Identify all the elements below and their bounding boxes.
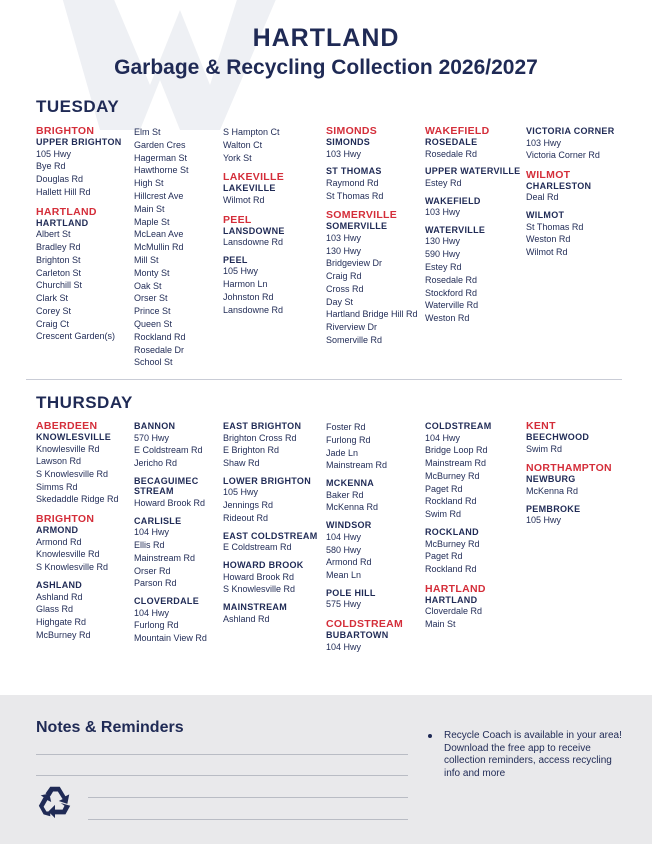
street-name: Furlong Rd (134, 620, 179, 631)
town-heading-somerville: SOMERVILLE (326, 209, 398, 222)
area-heading-somerville: SOMERVILLE (326, 221, 388, 232)
street-name: Hawthorne St (134, 165, 189, 176)
street-name: Bridge Loop Rd (425, 445, 488, 456)
area-heading-peel: PEEL (223, 254, 248, 265)
thursday-col-3 (223, 421, 323, 625)
town-heading-simonds: SIMONDS (326, 125, 378, 137)
area-heading-wilmot: WILMOT (526, 210, 565, 221)
street-name: Riverview Dr (326, 322, 378, 333)
street-name: Clark St (36, 293, 69, 304)
street-name: Paget Rd (425, 483, 463, 494)
street-name: Garden Cres (134, 139, 186, 150)
street-name: Cross Rd (326, 284, 364, 295)
street-name: 103 Hwy (526, 137, 562, 148)
street-name: Swim Rd (526, 443, 563, 454)
street-name: Deal Rd (526, 192, 559, 203)
street-name: McLean Ave (134, 229, 184, 240)
town-heading-hartland: HARTLAND (425, 582, 486, 595)
street-name: Mainstream Rd (134, 552, 196, 563)
street-name: Main St (425, 619, 456, 630)
area-heading-east-coldstream: EAST COLDSTREAM (223, 530, 318, 541)
street-name: Rosedale Rd (425, 148, 478, 159)
street-name: Raymond Rd (326, 177, 379, 188)
thursday-col-6 (526, 421, 622, 527)
area-heading-armond: ARMOND (36, 525, 79, 536)
section-divider (26, 379, 622, 380)
street-name: Johnston Rd (223, 292, 274, 303)
street-name: Howard Brook Rd (223, 571, 295, 582)
town-heading-brighton: BRIGHTON (36, 513, 95, 526)
street-name: Craig Rd (326, 271, 362, 282)
street-name: Jennings Rd (223, 500, 274, 511)
street-name: E Coldstream Rd (223, 542, 292, 553)
street-name: Ashland Rd (223, 613, 270, 624)
street-name: Corey St (36, 305, 72, 316)
note-line-2 (36, 775, 408, 776)
street-name: 130 Hwy (425, 236, 461, 247)
street-name: Hallett Hill Rd (36, 186, 91, 197)
thursday-col-2 (134, 421, 234, 645)
street-name: Wilmot Rd (223, 194, 265, 205)
street-name: 103 Hwy (326, 148, 362, 159)
street-name: Rideout Rd (223, 512, 269, 523)
tuesday-col-5 (425, 126, 525, 325)
street-name: Main St (134, 203, 165, 214)
street-name: Rockland Rd (425, 564, 477, 575)
area-heading-mainstream: MAINSTREAM (223, 602, 287, 613)
street-name: Paget Rd (425, 551, 463, 562)
area-heading-wakefield: WAKEFIELD (425, 195, 481, 206)
street-name: Orser St (134, 293, 168, 304)
street-name: Lansdowne Rd (223, 237, 284, 248)
street-name: 104 Hwy (425, 432, 461, 443)
street-name: Mainstream Rd (326, 460, 388, 471)
tuesday-col-4 (326, 126, 426, 347)
area-heading-upper-brighton: UPPER BRIGHTON (36, 137, 122, 147)
street-name: Ashland Rd (36, 591, 83, 602)
street-name: Foster Rd (326, 422, 366, 432)
notes-title: Notes & Reminders (36, 719, 184, 736)
street-name: Maple St (134, 216, 170, 227)
street-name: Glass Rd (36, 604, 74, 615)
street-name: Waterville Rd (425, 300, 479, 311)
area-heading-hartland: HARTLAND (36, 217, 89, 228)
street-name: McKenna Rd (526, 485, 579, 496)
area-heading-becaguimec-stream: BECAGUIMEC STREAM (134, 475, 199, 497)
town-heading-northampton: NORTHAMPTON (526, 462, 612, 475)
town-heading-wilmot: WILMOT (526, 168, 571, 181)
street-name: Weston Rd (526, 234, 571, 245)
street-name: York St (223, 152, 252, 163)
tuesday-col-2 (134, 126, 234, 369)
street-name: 105 Hwy (223, 266, 259, 277)
page-subtitle: Garbage & Recycling Collection 2026/2027 (114, 56, 538, 79)
area-heading-newburg: NEWBURG (526, 474, 576, 485)
page-title: HARTLAND (252, 24, 400, 52)
street-name: School St (134, 357, 173, 368)
recycle-coach-note: Recycle Coach is available in your area! Download the free app to receive collection reminders, access recycling info and more (444, 730, 622, 779)
street-name: Elm St (134, 127, 161, 137)
area-heading-victoria-corner: VICTORIA CORNER (526, 126, 615, 136)
street-name: Rosedale Rd (425, 274, 478, 285)
street-name: 104 Hwy (134, 527, 170, 538)
street-name: Victoria Corner Rd (526, 149, 600, 160)
street-name: Cloverdale Rd (425, 606, 483, 617)
street-name: S Knowlesville Rd (36, 469, 109, 480)
street-name: Knowlesville Rd (36, 443, 100, 454)
street-name: Knowlesville Rd (36, 549, 100, 560)
street-name: McBurney Rd (425, 470, 480, 481)
street-name: 104 Hwy (134, 607, 170, 618)
area-heading-mckenna: MCKENNA (326, 478, 375, 489)
town-heading-kent: KENT (526, 420, 556, 432)
street-name: Hartland Bridge Hill Rd (326, 309, 418, 320)
street-name: Oak St (134, 280, 162, 291)
area-heading-lansdowne: LANSDOWNE (223, 225, 285, 236)
street-name: 105 Hwy (36, 148, 72, 159)
area-heading-carlisle: CARLISLE (134, 515, 182, 526)
street-name: High St (134, 178, 164, 189)
street-name: Mountain View Rd (134, 633, 207, 644)
street-name: S Knowlesville Rd (36, 562, 109, 573)
recycle-icon (36, 783, 74, 821)
street-name: Weston Rd (425, 313, 470, 324)
note-line-4 (88, 819, 408, 820)
street-name: Albert St (36, 229, 71, 240)
street-name: Prince St (134, 306, 171, 317)
area-heading-pole-hill: POLE HILL (326, 587, 376, 598)
street-name: 103 Hwy (326, 232, 362, 243)
area-heading-st-thomas: ST THOMAS (326, 166, 382, 177)
street-name: Walton Ct (223, 139, 263, 150)
street-name: Churchill St (36, 280, 83, 291)
area-heading-east-brighton: EAST BRIGHTON (223, 421, 302, 431)
thursday-col-1 (36, 421, 136, 642)
area-heading-ashland: ASHLAND (36, 580, 83, 591)
street-name: Day St (326, 296, 354, 307)
area-heading-beechwood: BEECHWOOD (526, 432, 590, 442)
area-heading-lakeville: LAKEVILLE (223, 183, 276, 194)
street-name: 103 Hwy (425, 207, 461, 218)
town-heading-coldstream: COLDSTREAM (326, 618, 404, 631)
street-name: S Hampton Ct (223, 127, 280, 137)
area-heading-bubartown: BUBARTOWN (326, 630, 389, 641)
street-name: Stockford Rd (425, 287, 478, 298)
page-header (0, 24, 652, 81)
area-heading-knowlesville: KNOWLESVILLE (36, 432, 112, 442)
street-name: Baker Rd (326, 489, 364, 500)
street-name: S Knowlesville Rd (223, 584, 296, 595)
town-heading-peel: PEEL (223, 213, 252, 226)
street-name: Brighton Cross Rd (223, 432, 297, 443)
day-heading-tuesday: TUESDAY (36, 97, 120, 116)
tuesday-col-1 (36, 126, 136, 343)
street-name: Rosedale Dr (134, 344, 185, 355)
street-name: Monty St (134, 267, 170, 278)
street-name: Mill St (134, 254, 159, 265)
street-name: St Thomas Rd (526, 221, 584, 232)
area-heading-rockland: ROCKLAND (425, 527, 479, 538)
town-heading-wakefield: WAKEFIELD (425, 125, 490, 137)
street-name: Craig Ct (36, 318, 70, 329)
street-name: Hillcrest Ave (134, 190, 184, 201)
thursday-col-4 (326, 421, 426, 654)
area-heading-upper-waterville: UPPER WATERVILLE (425, 166, 521, 177)
area-heading-windsor: WINDSOR (326, 520, 372, 531)
street-name: Brighton St (36, 254, 81, 265)
street-name: Rockland Rd (134, 331, 186, 342)
street-name: Bye Rd (36, 161, 66, 172)
street-name: Rockland Rd (425, 496, 477, 507)
note-line-3 (88, 797, 408, 798)
street-name: 575 Hwy (326, 599, 362, 610)
street-name: Bradley Rd (36, 241, 81, 252)
street-name: Hagerman St (134, 152, 188, 163)
street-name: 130 Hwy (326, 245, 362, 256)
area-heading-pembroke: PEMBROKE (526, 503, 581, 514)
area-heading-charleston: CHARLESTON (526, 180, 592, 191)
street-name: Douglas Rd (36, 174, 84, 185)
note-bullet (428, 734, 434, 740)
street-name: Furlong Rd (326, 434, 371, 445)
street-name: Lansdowne Rd (223, 304, 284, 315)
street-name: Mainstream Rd (425, 458, 487, 469)
street-name: Skedaddle Ridge Rd (36, 494, 119, 505)
street-name: Bridgeview Dr (326, 258, 383, 269)
street-name: Estey Rd (425, 177, 462, 188)
street-name: E Coldstream Rd (134, 445, 203, 456)
area-heading-waterville: WATERVILLE (425, 224, 486, 235)
street-name: Estey Rd (425, 261, 462, 272)
area-heading-cloverdale: CLOVERDALE (134, 596, 200, 607)
area-heading-simonds: SIMONDS (326, 137, 371, 147)
street-name: E Brighton Rd (223, 445, 280, 456)
town-heading-hartland: HARTLAND (36, 205, 97, 218)
street-name: McMullin Rd (134, 242, 184, 253)
street-name: 590 Hwy (425, 249, 461, 260)
street-name: McBurney Rd (425, 538, 480, 549)
area-heading-howard-brook: HOWARD BROOK (223, 560, 304, 571)
area-heading-lower-brighton: LOWER BRIGHTON (223, 475, 312, 486)
tuesday-col-6 (526, 126, 622, 259)
street-name: Parson Rd (134, 578, 177, 589)
street-name: Swim Rd (425, 509, 462, 520)
street-name: Mean Ln (326, 570, 362, 581)
street-name: Highgate Rd (36, 617, 87, 628)
day-heading-thursday: THURSDAY (36, 393, 133, 412)
street-name: Armond Rd (36, 536, 82, 547)
street-name: 580 Hwy (326, 544, 362, 555)
area-heading-hartland: HARTLAND (425, 594, 478, 605)
street-name: Harmon Ln (223, 279, 268, 290)
street-name: Armond Rd (326, 557, 372, 568)
street-name: 570 Hwy (134, 432, 170, 443)
street-name: Orser Rd (134, 565, 171, 576)
street-name: 105 Hwy (526, 515, 562, 526)
tuesday-col-3 (223, 126, 323, 317)
street-name: Crescent Garden(s) (36, 331, 116, 342)
street-name: Somerville Rd (326, 334, 383, 345)
area-heading-coldstream: COLDSTREAM (425, 421, 492, 431)
street-name: Carleton St (36, 267, 82, 278)
street-name: 104 Hwy (326, 531, 362, 542)
street-name: Jade Ln (326, 447, 359, 458)
street-name: St Thomas Rd (326, 190, 384, 201)
area-heading-bannon: BANNON (134, 421, 176, 431)
town-heading-brighton: BRIGHTON (36, 125, 95, 137)
street-name: McKenna Rd (326, 502, 379, 513)
street-name: Wilmot Rd (526, 247, 568, 258)
street-name: 105 Hwy (223, 487, 259, 498)
area-heading-rosedale: ROSEDALE (425, 137, 478, 147)
street-name: Ellis Rd (134, 539, 165, 550)
street-name: Shaw Rd (223, 458, 260, 469)
street-name: Lawson Rd (36, 456, 82, 467)
street-name: Jericho Rd (134, 458, 178, 469)
street-name: McBurney Rd (36, 629, 91, 640)
street-name: Queen St (134, 318, 173, 329)
street-name: 104 Hwy (326, 641, 362, 652)
thursday-col-5 (425, 421, 525, 631)
note-line-1 (36, 754, 408, 755)
town-heading-aberdeen: ABERDEEN (36, 420, 98, 432)
street-name: Simms Rd (36, 481, 78, 492)
town-heading-lakeville: LAKEVILLE (223, 171, 285, 184)
street-name: Howard Brook Rd (134, 497, 206, 508)
